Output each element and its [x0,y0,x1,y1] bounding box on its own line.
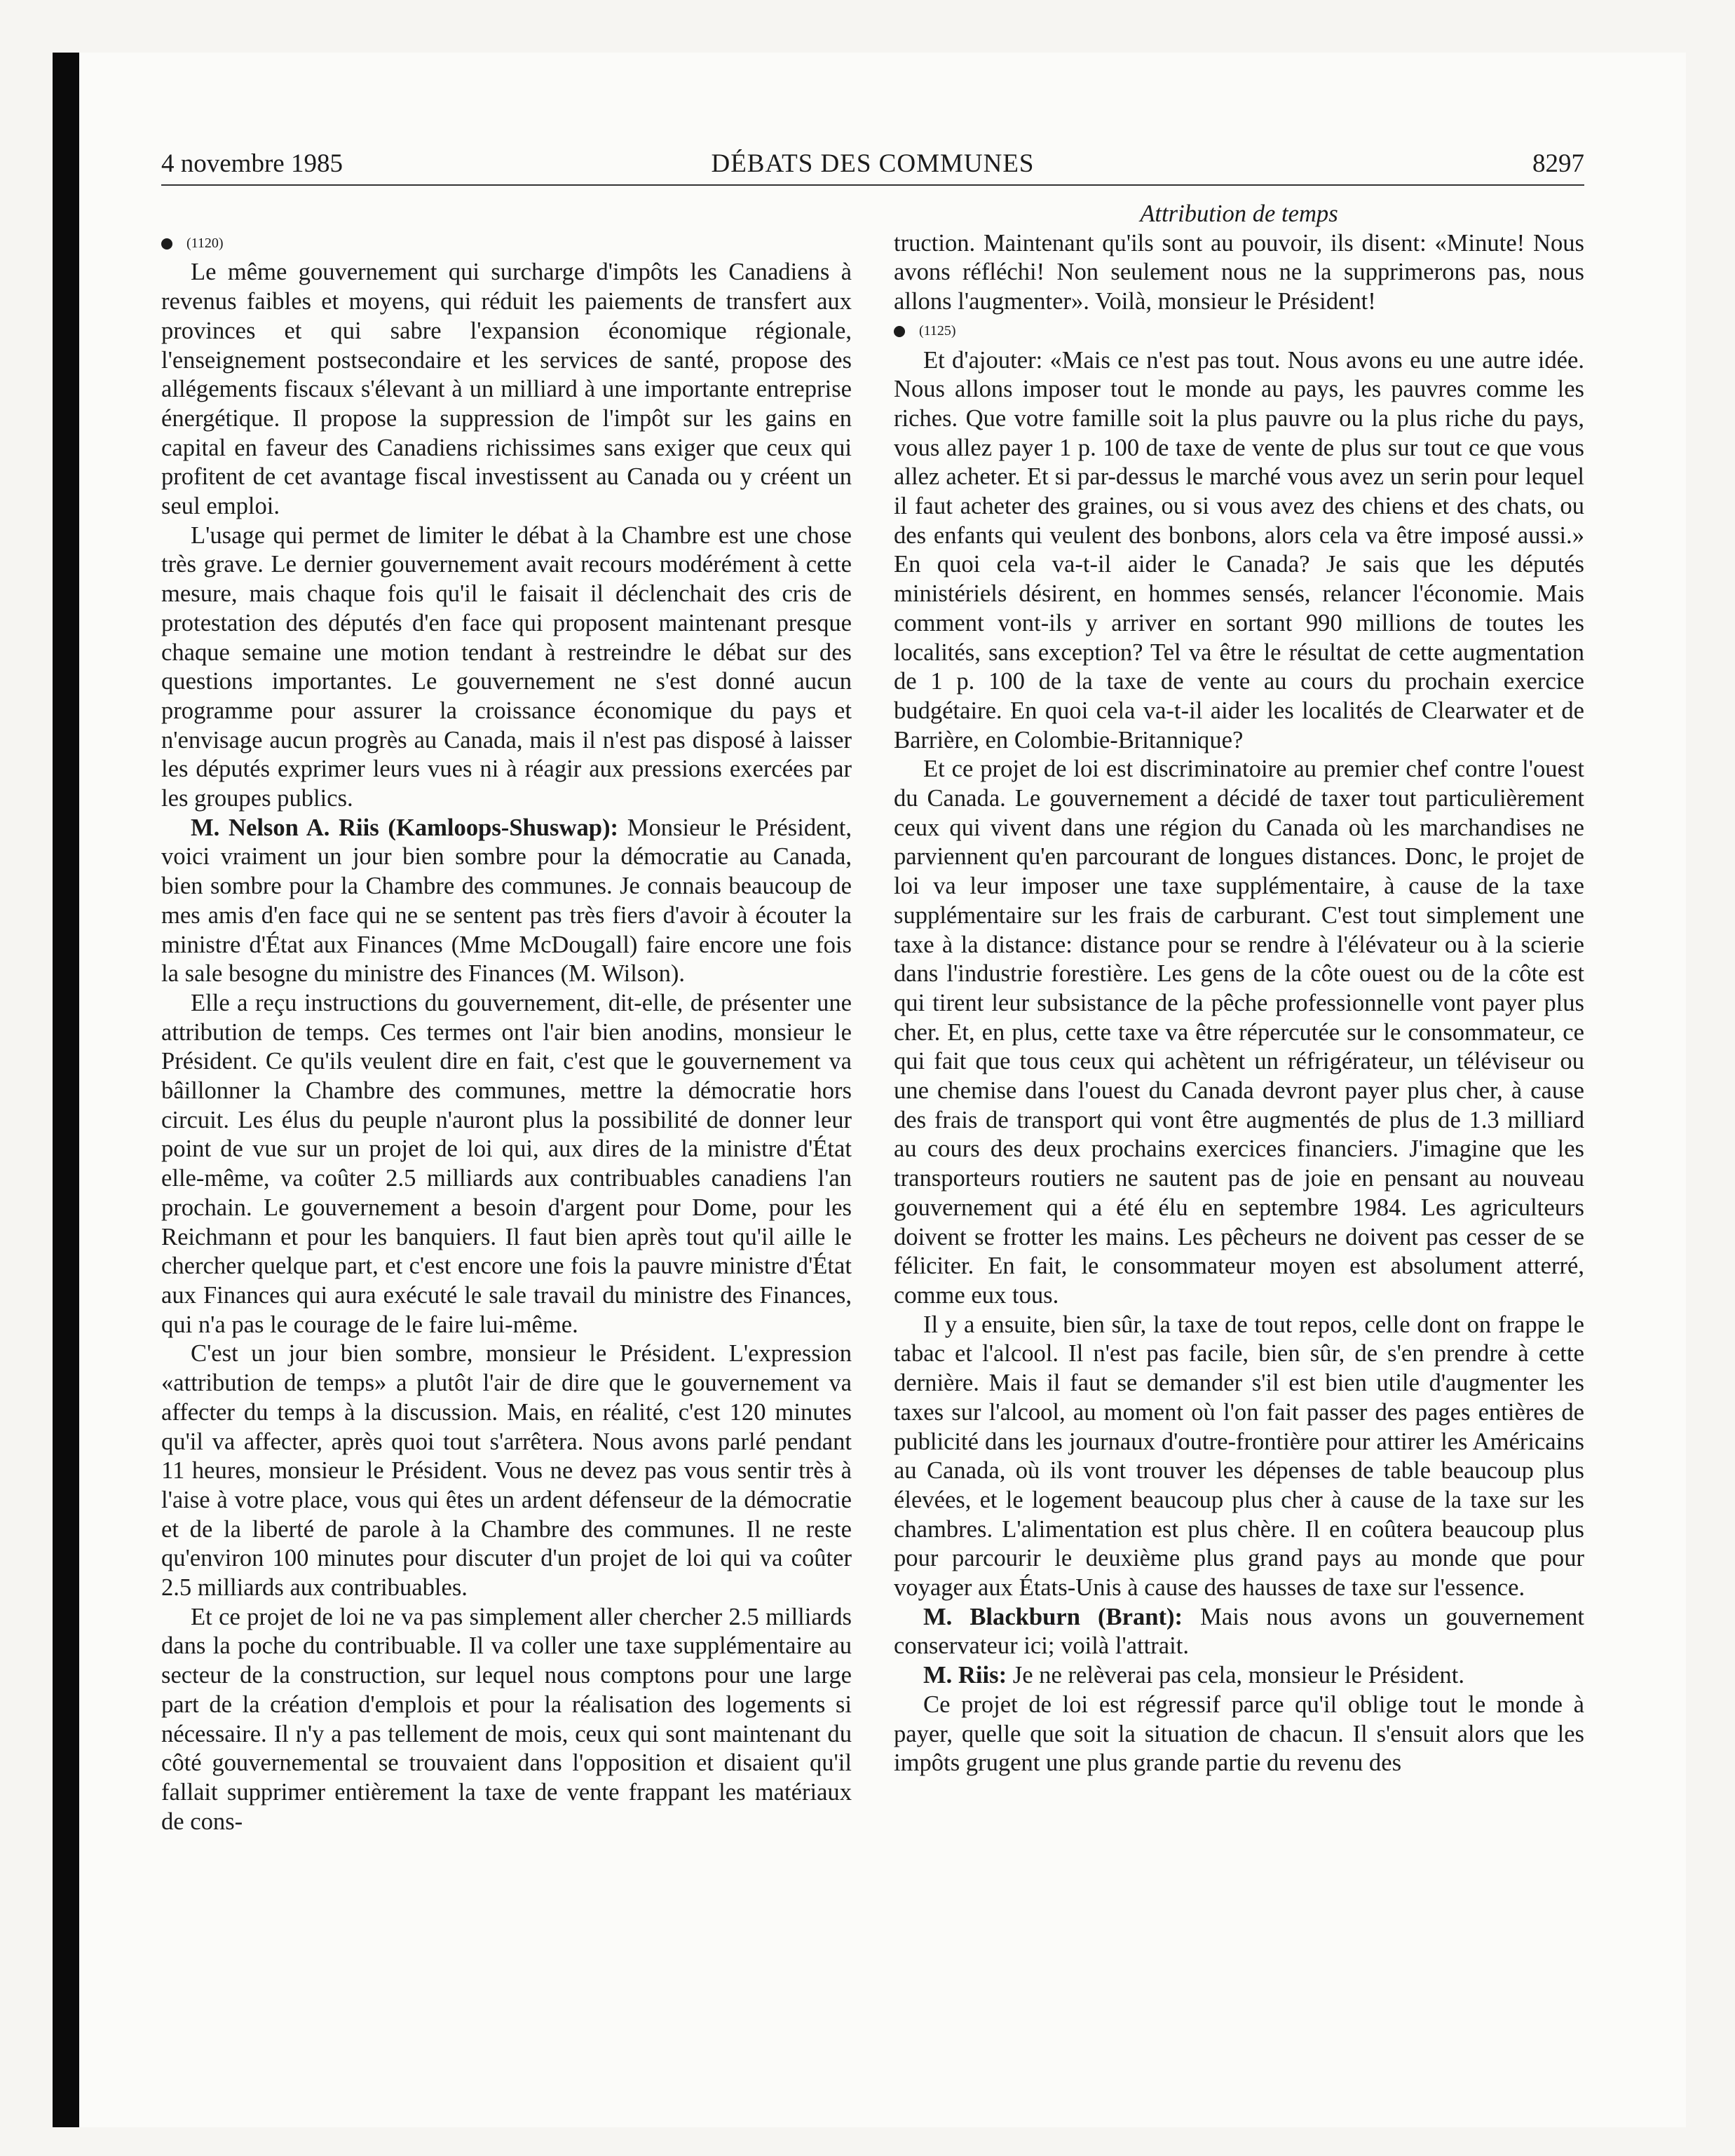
header-title: DÉBATS DES COMMUNES [711,149,1035,178]
paragraph [161,814,852,989]
speech-text: Monsieur le Président, voici vraiment un jour bien sombre pour la démocratie au Canada, bien sombre pour la Chambre des communes. Je connais beaucoup de mes amis d'en face qui ne se sentent pas très fiers d'avoir à écouter la ministre d'État aux Finances (Mme McDougall) faire encore une fois la sale besogne du ministre des Finances (M. Wilson). [161,814,852,988]
right-column [894,200,1584,1778]
page-number: 8297 [1532,149,1584,178]
paragraph: Ce projet de loi est régressif parce qu'il oblige tout le monde à payer, quelle que soit la situation de chacun. Il s'ensuit alors que les impôts grugent une plus grande partie du revenu des [894,1691,1584,1777]
paragraph: truction. Maintenant qu'ils sont au pouvoir, ils disent: «Minute! Nous avons réfléchi! Non seulement nous ne la supprimerons pas, nous allons l'augmenter». Voilà, monsieur le Président! [894,229,1584,315]
paragraph: Et d'ajouter: «Mais ce n'est pas tout. Nous avons eu une autre idée. Nous allons imposer tout le monde au pays, les pauvres comme les riches. Que votre famille soit la plus pauvre ou la plus riche du pays, vous allez payer 1 p. 100 de taxe de vente de plus sur tout ce que vous allez acheter. Et si par-dessus le marché vous avez un serin pour lequel il faut acheter des graines, ou si vous avez des chiens et des chats, ou des enfants qui veulent des bonbons, alors cela va être imposé aussi.» En quoi cela va-t-il aider le Canada? Je sais que les députés ministériels désirent, en hommes sensés, relancer l'économie. Mais comment vont-ils y arriver en sortant 990 millions de toutes les localités, sans exception? Tel va être le résultat de cette augmentation de 1 p. 100 de la taxe de vente au cours du prochain exercice budgétaire. En quoi cela va-t-il aider les localités de Clearwater et de Barrière, en Colombie-Britannique? [894,346,1584,753]
left-column [161,200,852,1836]
paragraph: Il y a ensuite, bien sûr, la taxe de tout repos, celle dont on frappe le tabac et l'alcool. Il n'est pas facile, bien sûr, de s'en prendre à cette dernière. Mais il faut se demander s'il est bien utile d'augmenter les taxes sur l'alcool, au moment où l'on fait passer des pages entières de publicité dans les journaux d'outre-frontière pour attirer les Américains au Canada, où ils vont trouver les dépenses de table beaucoup plus élevées, et le logement beaucoup plus cher à cause de la taxe sur les chambres. L'alimentation est plus chère. Il en coûtera beaucoup plus pour parcourir le deuxième plus grand pays au monde que pour voyager aux États-Unis à cause des hausses de taxe sur l'essence. [894,1311,1584,1602]
header-date: 4 novembre 1985 [161,149,343,178]
paragraph [894,1603,1584,1661]
caption-spacer [161,200,852,229]
speaker-name: M. Blackburn (Brant): [923,1603,1183,1630]
section-caption: Attribution de temps [1140,200,1338,227]
time-marker [894,317,1584,346]
speaker-name: M. Nelson A. Riis (Kamloops-Shuswap): [191,814,618,841]
paragraph [894,1661,1584,1691]
speech-text: Mais nous avons un gouvernement conservateur ici; voilà l'attrait. [894,1603,1584,1660]
bullet-icon [161,238,172,250]
page-header [161,149,1584,184]
paragraph: Et ce projet de loi ne va pas simplement aller chercher 2.5 milliards dans la poche du contribuable. Il va coller une taxe supplémentaire au secteur de la construction, sur lequel nous comptons pour une large part de la création d'emplois et pour la réalisation des logements si nécessaire. Il n'y a pas tellement de mois, ceux qui sont maintenant du côté gouvernemental se trouvaient dans l'opposition et disaient qu'il fallait supprimer entièrement la taxe de vente frappant les matériaux de cons- [161,1603,852,1835]
bullet-icon [894,326,905,337]
speech-text: Je ne relèverai pas cela, monsieur le Président. [1007,1662,1464,1689]
paragraph: Et ce projet de loi est discriminatoire au premier chef contre l'ouest du Canada. Le gouvernement a décidé de taxer tout particulièrement ceux qui vivent dans une région du Canada où les marchandises ne parviennent qu'en parcourant de longues distances. Donc, le projet de loi va leur imposer une taxe supplémentaire, à cause de la taxe supplémentaire sur les frais de carburant. C'est tout simplement une taxe à la distance: distance pour se rendre à l'élévateur ou à la scierie dans l'industrie forestière. Les gens de la côte ouest ou de la côte est qui tirent leur subsistance de la pêche professionnelle vont payer plus cher. Et, en plus, cette taxe va être répercutée sur le consommateur, ce qui fait que tous ceux qui achètent un réfrigérateur, un téléviseur ou une chemise dans l'ouest du Canada devront payer plus cher, à cause des frais de transport qui vont être augmentés de plus de 1.3 milliard au cours des deux prochains exercices financiers. J'imagine que les transporteurs routiers ne sautent pas de joie en pensant au nouveau gouvernement qui a été élu en septembre 1984. Les agriculteurs doivent se frotter les mains. Les pêcheurs ne doivent pas cesser de se féliciter. En fait, le consommateur moyen est absolument atterré, comme eux tous. [894,756,1584,1309]
time-marker [161,229,852,259]
time-marker-label: (1120) [186,235,224,251]
paragraph: Elle a reçu instructions du gouvernement, dit-elle, de présenter une attribution de temps. Ces termes ont l'air bien anodins, monsieur le Président. Ce qu'ils veulent dire en fait, c'est que le gouvernement va bâillonner la Chambre des communes, mettre la démocratie hors circuit. Les élus du peuple n'auront plus la possibilité de donner leur point de vue sur un projet de loi qui, aux dires de la ministre d'État elle-même, va coûter 2.5 milliards aux contribuables canadiens l'an prochain. Le gouvernement a besoin d'argent pour Dome, pour les Reichmann et pour les banquiers. Il faut bien après tout qu'il aille le chercher quelque part, et c'est encore une fois la pauvre ministre d'État aux Finances qui aura exécuté le sale travail du ministre des Finances, qui n'a pas le courage de le faire lui-même. [161,989,852,1338]
header-rule [161,184,1584,186]
scan-edge [53,53,79,2127]
paragraph: L'usage qui permet de limiter le débat à la Chambre est une chose très grave. Le dernier gouvernement avait recours modérément à cette mesure, mais chaque fois qu'il le faisait il déclenchait des cris de protestation des députés d'en face qui proposent maintenant presque chaque semaine une motion tendant à restreindre le débat sur des questions importantes. Le gouvernement ne s'est donné aucun programme pour assurer la croissance économique du pays et n'envisage aucun progrès au Canada, mais il n'est pas disposé à laisser les députés exprimer leurs vues ni à réagir aux pressions exercées par les groupes publics. [161,521,852,812]
paragraph: C'est un jour bien sombre, monsieur le Président. L'expression «attribution de temps» a plutôt l'air de dire que le gouvernement va affecter du temps à la discussion. Mais, en réalité, c'est 120 minutes qu'il va affecter, après quoi tout s'arrêtera. Nous avons parlé pendant 11 heures, monsieur le Président. Vous ne devez pas vous sentir très à l'aise à votre place, vous qui êtes un ardent défenseur de la démocratie et de la liberté de parole à la Chambre des communes. Il ne reste qu'environ 100 minutes pour discuter d'un projet de loi qui va coûter 2.5 milliards aux contribuables. [161,1340,852,1602]
paragraph: Le même gouvernement qui surcharge d'impôts les Canadiens à revenus faibles et moyens, qui réduit les paiements de transfert aux provinces et qui sabre l'expansion économique régionale, l'enseignement postsecondaire et les services de santé, propose des allégements fiscaux s'élevant à un milliard à une importante entreprise énergétique. Il propose la suppression de l'impôt sur les gains en capital en faveur des Canadiens richissimes sans exiger que ceux qui profitent de cet avantage fiscal investissent au Canada ou y créent un seul emploi. [161,259,852,520]
speaker-name: M. Riis: [923,1662,1007,1689]
time-marker-label: (1125) [919,322,956,339]
